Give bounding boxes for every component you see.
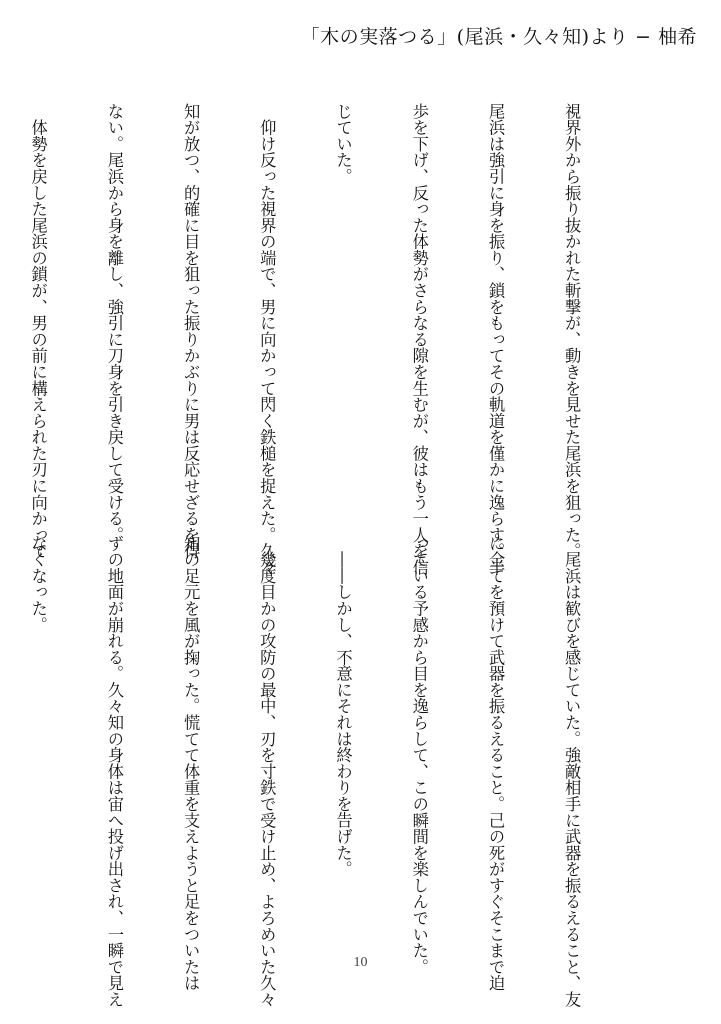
page-number: 10 [353,955,368,970]
text-line: 視界外から振り抜かれた斬撃が、動きを見せた尾浜を狙った。 [562,103,582,560]
text-line: 体勢を戻した尾浜の鎖が、男の前に構えられた刃に向かって [28,103,48,560]
text-line: 知が放つ、的確に目を狙った振りかぶりに男は反応せざるを得 [181,103,201,560]
text-line: なくなった。 [28,535,48,633]
text-line: 知の足元を風が掬った。慌てて体重を支えようと足をついたは [181,535,201,992]
text-line: 尾浜は歓びを感じていた。強敵相手に武器を振るえること、友 [562,535,582,1008]
text-line: 仰け反った視界の端で、男に向かって閃く鉄槌を捉えた。久々 [257,103,277,576]
text-line: に全てを預けて武器を振るえること。己の死がすぐそこまで迫 [485,535,505,992]
text-line: じていた。 [333,103,353,185]
text-line: 尾浜は強引に身を振り、鎖をもってその軌道を僅かに逸らす。半 [485,103,505,576]
text-line: ずの地面が崩れる。久々知の身体は宙へ投げ出され、一瞬で見え [104,535,124,1008]
page-header-title: 「木の実落つる」(尾浜・久々知)より − 柚希 [300,26,697,48]
text-line: 幾度目かの攻防の最中、刃を寸鉄で受け止め、よろめいた久々 [257,535,277,1008]
top-text-block [0,103,635,576]
text-line: 歩を下げ、反った体勢がさらなる隙を生むが、彼はもう一人を信 [409,103,429,576]
text-line: ない。尾浜から身を離し、強引に刀身を引き戻して受ける。 [104,103,124,543]
text-line: っている予感から目を逸らして、この瞬間を楽しんでいた。 [409,535,429,975]
text-line: ――しかし、不意にそれは終わりを告げた。 [333,535,353,878]
